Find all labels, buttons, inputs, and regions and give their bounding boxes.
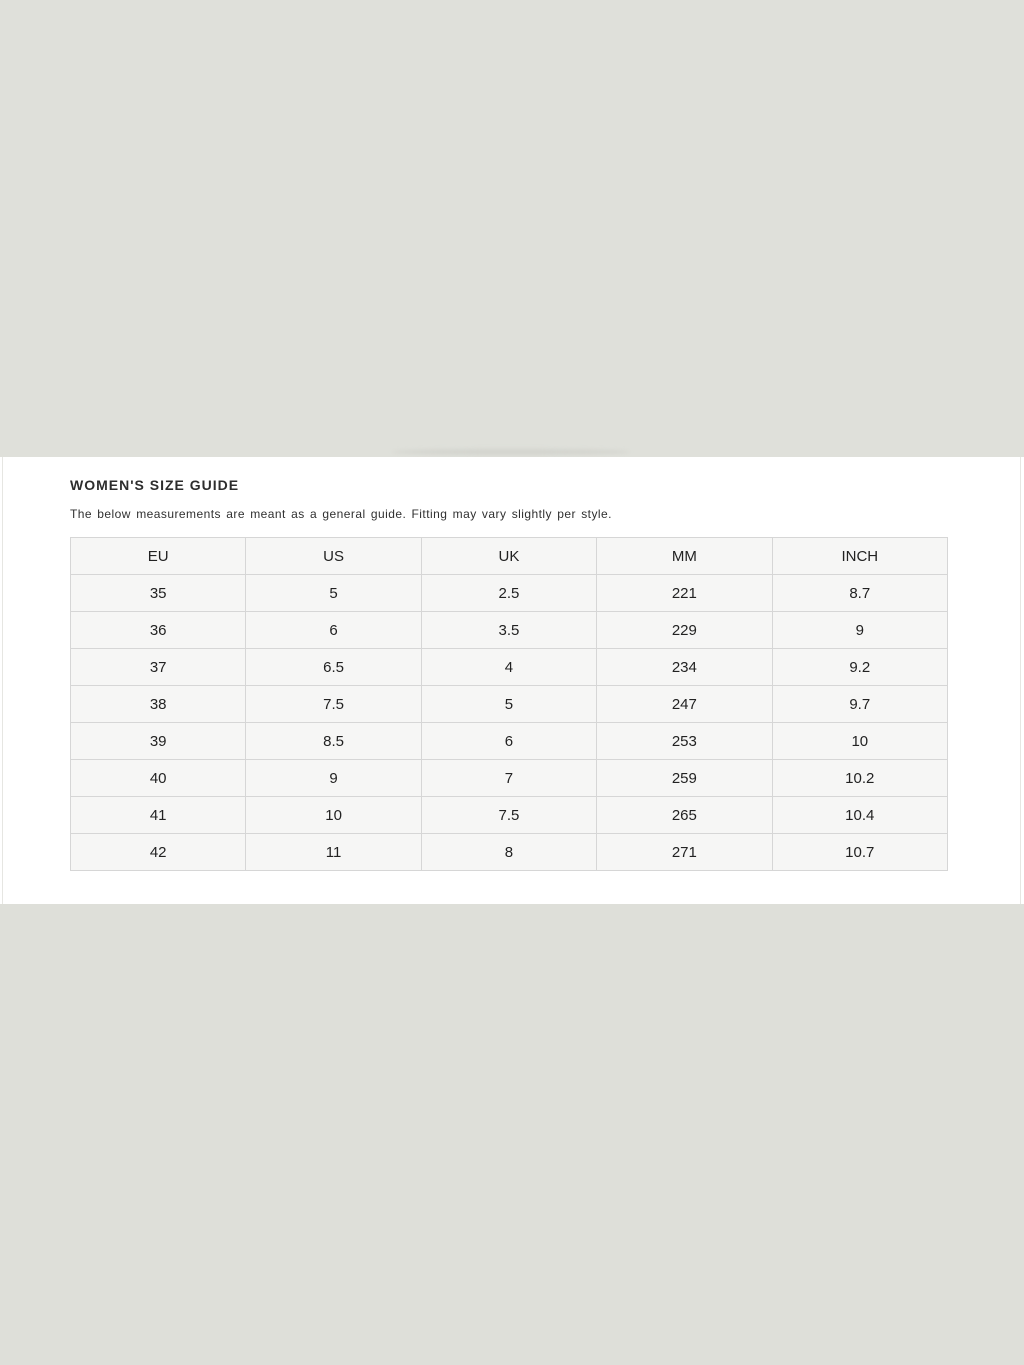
size-table-cell: 39 bbox=[71, 723, 246, 760]
size-table-cell: 221 bbox=[597, 575, 772, 612]
size-table-header-cell: EU bbox=[71, 538, 246, 575]
size-table-cell: 35 bbox=[71, 575, 246, 612]
size-table-header-cell: UK bbox=[421, 538, 596, 575]
size-guide-panel bbox=[0, 457, 1024, 904]
size-table-row bbox=[71, 575, 948, 612]
size-table-cell: 3.5 bbox=[421, 612, 596, 649]
size-table-header-cell: INCH bbox=[772, 538, 947, 575]
size-table-cell: 36 bbox=[71, 612, 246, 649]
size-table-row bbox=[71, 797, 948, 834]
size-table-cell: 40 bbox=[71, 760, 246, 797]
size-table-head bbox=[71, 538, 948, 575]
size-table-row bbox=[71, 723, 948, 760]
size-table-cell: 6.5 bbox=[246, 649, 421, 686]
size-table-cell: 6 bbox=[246, 612, 421, 649]
size-table-cell: 41 bbox=[71, 797, 246, 834]
size-table-cell: 10.2 bbox=[772, 760, 947, 797]
size-table-cell: 229 bbox=[597, 612, 772, 649]
page-subtitle: The below measurements are meant as a general guide. Fitting may vary slightly per style. bbox=[70, 507, 612, 521]
size-table-cell: 259 bbox=[597, 760, 772, 797]
size-table-cell: 10 bbox=[772, 723, 947, 760]
size-table-body bbox=[71, 575, 948, 871]
size-table-cell: 10.7 bbox=[772, 834, 947, 871]
size-table-cell: 9.7 bbox=[772, 686, 947, 723]
faint-edge-smudge bbox=[392, 449, 630, 455]
size-table-row bbox=[71, 834, 948, 871]
size-table bbox=[70, 537, 948, 871]
size-table-cell: 7.5 bbox=[421, 797, 596, 834]
size-table-cell: 271 bbox=[597, 834, 772, 871]
size-table-row bbox=[71, 686, 948, 723]
size-table-header-cell: MM bbox=[597, 538, 772, 575]
size-table-header-cell: US bbox=[246, 538, 421, 575]
top-gray-region bbox=[0, 0, 1024, 457]
size-table-row bbox=[71, 649, 948, 686]
size-table-cell: 8 bbox=[421, 834, 596, 871]
size-table-cell: 247 bbox=[597, 686, 772, 723]
size-table-cell: 11 bbox=[246, 834, 421, 871]
size-table-cell: 38 bbox=[71, 686, 246, 723]
size-table-cell: 7.5 bbox=[246, 686, 421, 723]
panel-right-edge bbox=[1020, 457, 1021, 904]
size-table-cell: 2.5 bbox=[421, 575, 596, 612]
size-table-row bbox=[71, 612, 948, 649]
size-table-row bbox=[71, 760, 948, 797]
size-table-cell: 7 bbox=[421, 760, 596, 797]
size-table-cell: 253 bbox=[597, 723, 772, 760]
size-table-cell: 42 bbox=[71, 834, 246, 871]
size-table-cell: 8.5 bbox=[246, 723, 421, 760]
size-table-cell: 9 bbox=[246, 760, 421, 797]
size-table-cell: 4 bbox=[421, 649, 596, 686]
size-table-cell: 5 bbox=[421, 686, 596, 723]
page-title: WOMEN'S SIZE GUIDE bbox=[70, 477, 240, 493]
size-table-cell: 10.4 bbox=[772, 797, 947, 834]
size-table-cell: 9 bbox=[772, 612, 947, 649]
panel-left-edge bbox=[2, 457, 3, 904]
size-table-cell: 10 bbox=[246, 797, 421, 834]
bottom-gray-region bbox=[0, 904, 1024, 1365]
size-table-cell: 5 bbox=[246, 575, 421, 612]
size-table-cell: 37 bbox=[71, 649, 246, 686]
size-table-header-row bbox=[71, 538, 948, 575]
size-table-cell: 9.2 bbox=[772, 649, 947, 686]
size-table-cell: 234 bbox=[597, 649, 772, 686]
size-table-cell: 6 bbox=[421, 723, 596, 760]
size-table-cell: 8.7 bbox=[772, 575, 947, 612]
size-table-cell: 265 bbox=[597, 797, 772, 834]
